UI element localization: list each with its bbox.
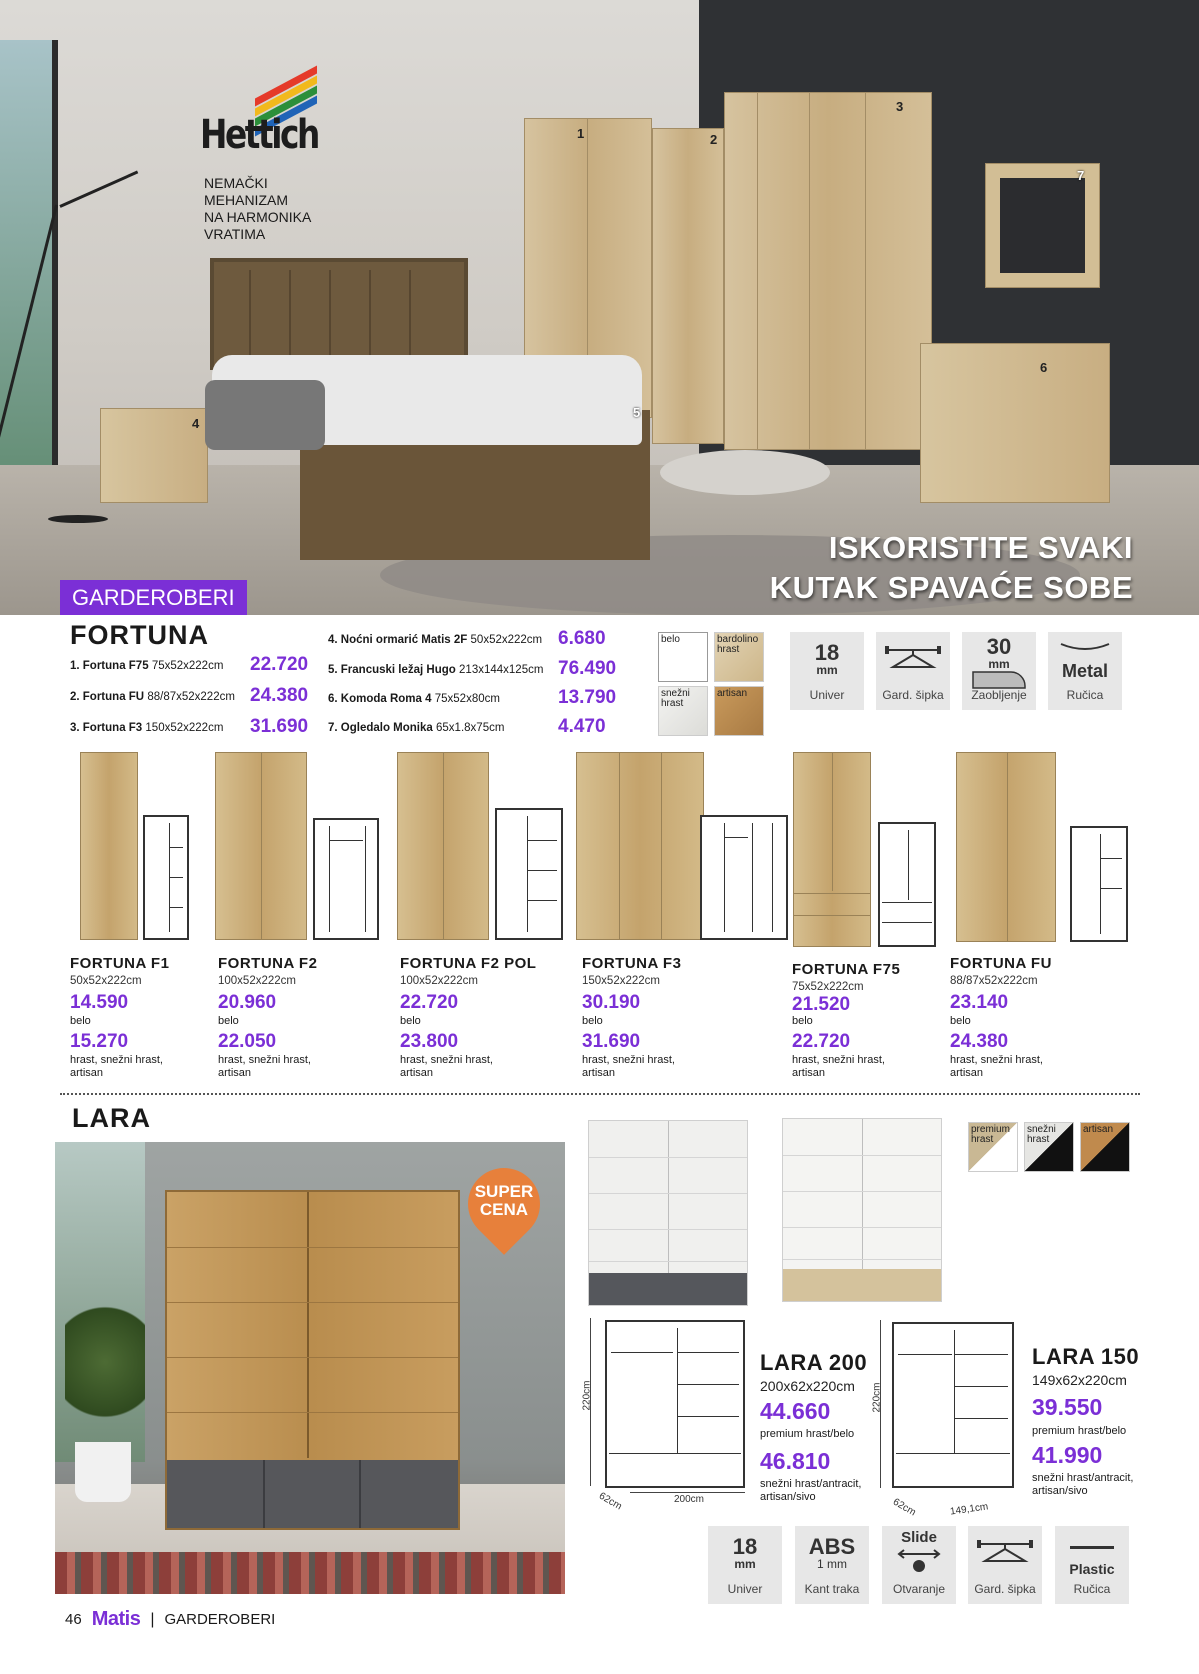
bed-headboard	[210, 258, 468, 370]
feature-hanger-rail: Gard. šipka	[876, 632, 950, 710]
super-cena-text: SUPER CENA	[474, 1182, 534, 1219]
set-item-2: 2. Fortuna FU 88/87x52x222cm 24.380	[70, 685, 309, 706]
feature-rounding-30mm: 30 mm Zaobljenje	[962, 632, 1036, 710]
wardrobe-fu-corner	[652, 128, 724, 444]
feature-univer-18mm: 18 mm Univer	[790, 632, 864, 710]
hero-small-rug	[660, 450, 830, 495]
fortuna-f3-image	[576, 752, 704, 940]
matis-logo: Matis	[91, 1608, 141, 1630]
swatch-premium-hrast: premium hrast	[968, 1122, 1018, 1172]
slide-door-icon	[894, 1544, 944, 1574]
swatch-artisan-sivo: artisan	[1080, 1122, 1130, 1172]
lara-feature-univer: 18 mm Univer	[708, 1526, 782, 1604]
lara-200-depth: 62cm	[596, 1490, 624, 1513]
lara-150-image	[782, 1118, 942, 1302]
fortuna-f2-pol-drawing	[495, 808, 563, 940]
fortuna-f3-drawing	[700, 815, 788, 940]
fortuna-f2-drawing	[313, 818, 379, 940]
hero-number-1: 1	[577, 126, 585, 141]
fortuna-f75-image	[793, 752, 871, 947]
hanger-rail-icon	[973, 1536, 1037, 1572]
fortuna-title: FORTUNA	[70, 620, 209, 650]
handle-icon	[1062, 1540, 1122, 1556]
set-item-5: 5. Francuski ležaj Hugo 213x144x125cm 76.490	[328, 658, 617, 679]
swatch-belo: belo	[658, 632, 708, 682]
hero-window	[0, 40, 58, 510]
floor-lamp-base	[48, 515, 108, 523]
rounded-edge-icon	[969, 670, 1029, 690]
hero-headline: ISKORISTITE SVAKI KUTAK SPAVAĆE SOBE	[769, 530, 1133, 605]
set-item-1: 1. Fortuna F75 75x52x222cm 22.720	[70, 654, 309, 675]
feature-metal-handle: Metal Ručica	[1048, 632, 1122, 710]
lara-feature-plastic-handle: Plastic Ručica	[1055, 1526, 1129, 1604]
hanger-rail-icon	[881, 642, 945, 678]
lara-title: LARA	[72, 1103, 151, 1133]
lara-200-drawing	[605, 1320, 745, 1488]
page-footer	[65, 1608, 275, 1631]
lara-200-width: 200cm	[674, 1494, 705, 1505]
set-item-4: 4. Noćni ormarić Matis 2F 50x52x222cm 6.680	[328, 628, 606, 649]
set-item-3: 3. Fortuna F3 150x52x222cm 31.690	[70, 716, 309, 737]
lara-150-depth: 62cm	[890, 1496, 918, 1519]
fortuna-f2-image	[215, 752, 307, 940]
page-number: 46	[65, 1611, 82, 1628]
swatch-bardolino-hrast: bardolino hrast	[714, 632, 764, 682]
fortuna-fu-image	[956, 752, 1056, 942]
hettich-description: NEMAČKI MEHANIZAM NA HARMONIKA VRATIMA	[204, 175, 312, 242]
dresser-roma	[920, 343, 1110, 503]
lara-feature-abs: ABS 1 mm Kant traka	[795, 1526, 869, 1604]
lara-200-height: 220cm	[581, 1380, 593, 1411]
handle-icon	[1055, 640, 1115, 656]
footer-section: GARDEROBERI	[164, 1611, 276, 1628]
fortuna-fu-drawing	[1070, 826, 1128, 942]
footer-separator: |	[150, 1610, 155, 1628]
hero-number-5: 5	[633, 405, 641, 420]
section-badge: GARDEROBERI	[60, 580, 247, 615]
lara-feature-hanger-rail: Gard. šipka	[968, 1526, 1042, 1604]
section-divider	[60, 1093, 1140, 1095]
hero-number-6: 6	[1040, 360, 1048, 375]
hettich-logo	[200, 78, 320, 158]
hero-number-2: 2	[710, 132, 718, 147]
lara-feature-slide: Slide Otvaranje	[882, 1526, 956, 1604]
floor-lamp-arm	[59, 171, 138, 208]
hero-image	[0, 0, 1199, 615]
wardrobe-f3	[724, 92, 932, 450]
hero-number-4: 4	[192, 416, 200, 431]
hero-number-3: 3	[896, 99, 904, 114]
lara-200-image	[588, 1120, 748, 1306]
lara-wardrobe-photo	[165, 1190, 460, 1530]
fortuna-f2-pol-image	[397, 752, 489, 940]
fortuna-f1-image	[80, 752, 138, 940]
lara-150-width: 149,1cm	[949, 1501, 989, 1518]
hero-number-7: 7	[1077, 168, 1085, 183]
lara-200-width-line	[630, 1492, 745, 1493]
lara-150-drawing	[892, 1322, 1014, 1488]
set-item-6: 6. Komoda Roma 4 75x52x80cm 13.790	[328, 687, 617, 708]
swatch-snezni-hrast: snežni hrast	[658, 686, 708, 736]
swatch-artisan: artisan	[714, 686, 764, 736]
swatch-snezni-hrast-antracit: snežni hrast	[1024, 1122, 1074, 1172]
fortuna-f1-drawing	[143, 815, 189, 940]
bed-throw	[205, 380, 325, 450]
set-item-7: 7. Ogledalo Monika 65x1.8x75cm 4.470	[328, 716, 606, 737]
lara-150-height: 220cm	[871, 1382, 883, 1413]
fortuna-f75-drawing	[878, 822, 936, 947]
hettich-wordmark: Hettich	[200, 112, 318, 158]
